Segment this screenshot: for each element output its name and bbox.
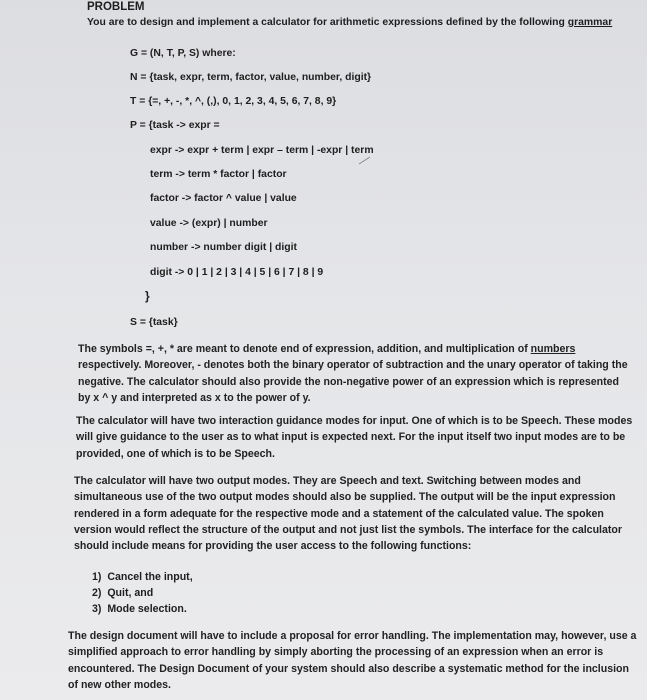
p1-link-text: numbers: [530, 343, 576, 355]
p1-text-b: respectively. Moreover, - denotes both the binary operator of subtraction and the unary operator of taking the negative. The calculator should also provide the non-negative power of an expression which is represented by x ^ y and interpreted as x to the power of y.: [78, 359, 628, 404]
paragraph-output-modes: The calculator will have two output modes. They are Speech and text. Switching between modes and simultaneous use of the two output modes should also be supplied. The output will be the input expression rendered in a form adequate for the respective mode and a statement of the calculated value. The spoken version would reflect the structure of the output and not just list the symbols. The interface for the calculator should include means for providing the user access to the following functions:: [74, 475, 623, 553]
rule-number: number -> number digit | digit: [150, 242, 297, 253]
paragraph-input-modes: The calculator will have two interaction guidance modes for input. One of which is to be Speech. These modes will give guidance to the user as to what input is expected next. For the input itself two input modes are to be provided, one of which is to be Speech.: [76, 415, 633, 460]
list-item-number: 3): [92, 603, 102, 615]
terminals-set: T = {=, +, -, *, ^, (,), 0, 1, 2, 3, 4, 5, 6, 7, 8, 9}: [130, 96, 337, 107]
list-item-label: Mode selection.: [107, 603, 187, 615]
list-item-number: 2): [92, 587, 102, 599]
nonterminals-set: N = {task, expr, term, factor, value, number, digit}: [130, 72, 372, 83]
p1-text-a: The symbols =, +, * are meant to denote end of expression, addition, and multiplication of: [78, 343, 531, 355]
intro-text: You are to design and implement a calculator for arithmetic expressions defined by the following: [87, 17, 568, 28]
list-item-label: Quit, and: [107, 587, 154, 599]
pencil-tick-mark: [358, 155, 372, 165]
functions-list: [92, 569, 193, 617]
rule-digit: digit -> 0 | 1 | 2 | 3 | 4 | 5 | 6 | 7 | 8 | 9: [150, 267, 324, 278]
grammar-definition: G = (N, T, P, S) where:: [130, 48, 236, 59]
list-item: [92, 601, 193, 617]
paragraph-error-handling: The design document will have to include a proposal for error handling. The implementation may, however, use a simplified approach to error handling by simply aborting the processing of an expression when an error is encountered. The Design Document of your system should also describe a systematic method for the inclusion of new other modes.: [68, 630, 637, 691]
list-item-label: Cancel the input,: [107, 571, 193, 583]
paragraph-symbols: [78, 341, 634, 406]
rule-term: term -> term * factor | factor: [150, 169, 287, 180]
rule-value: value -> (expr) | number: [150, 218, 268, 229]
start-symbol: S = {task}: [130, 317, 178, 328]
rule-expr: expr -> expr + term | expr – term | -expr | term: [150, 145, 374, 156]
list-item: [92, 569, 193, 585]
grammar-link-text: grammar: [567, 17, 613, 28]
list-item: [92, 585, 193, 601]
productions-start: P = {task -> expr =: [130, 120, 220, 131]
page-title: PROBLEM: [87, 1, 145, 13]
productions-close: }: [145, 289, 150, 303]
intro-line: [87, 16, 612, 29]
rule-factor: factor -> factor ^ value | value: [150, 193, 297, 204]
list-item-number: 1): [92, 571, 102, 583]
